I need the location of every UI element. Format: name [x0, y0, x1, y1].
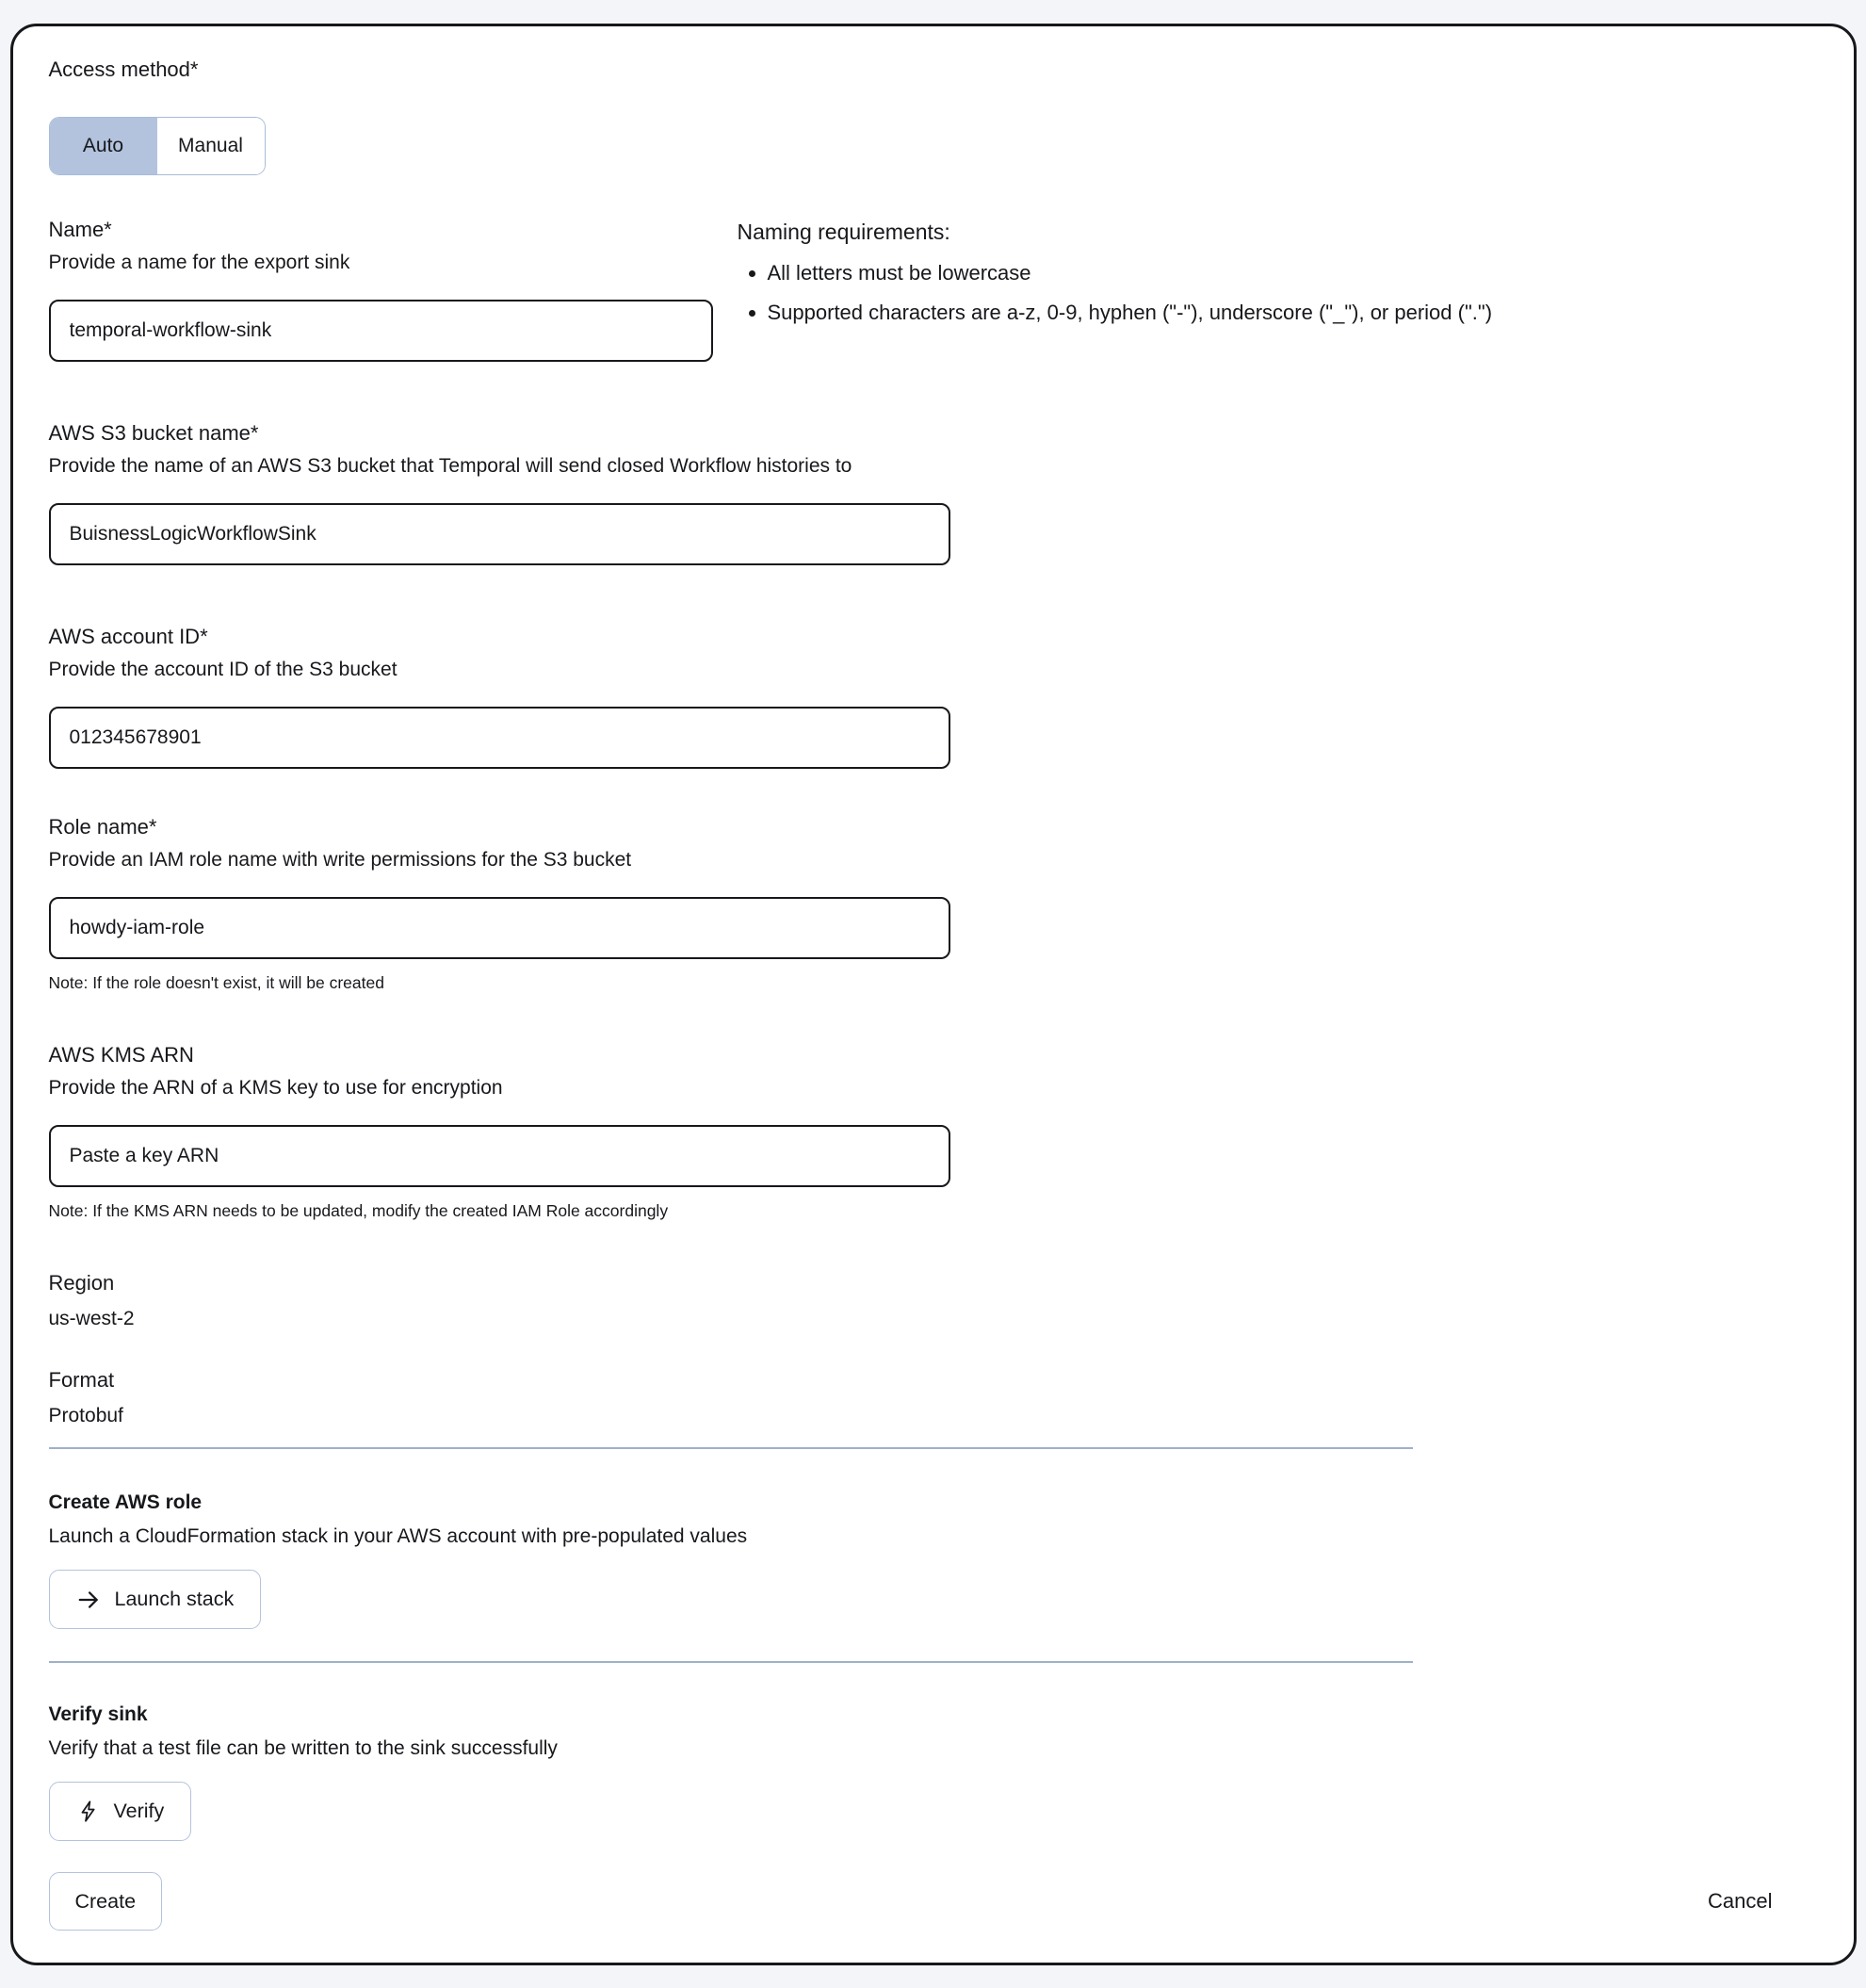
create-role-section [49, 1491, 1812, 1629]
section-divider [49, 1661, 1413, 1663]
naming-requirement-item: • All letters must be lowercase [768, 259, 1614, 287]
lightning-bolt-icon [76, 1800, 100, 1823]
region-label: Region [48, 1271, 115, 1295]
format-label: Format [48, 1368, 115, 1392]
role-name-field [49, 814, 1812, 993]
role-name-note: Note: If the role doesn't exist, it will be created [48, 973, 384, 992]
account-id-field [49, 624, 1812, 769]
region-value: us-west-2 [48, 1308, 135, 1329]
access-method-label: Access method* [48, 57, 199, 81]
bucket-description: Provide the name of an AWS S3 bucket that Temporal will send closed Workflow histories to [48, 455, 852, 477]
launch-stack-button[interactable] [49, 1570, 262, 1629]
create-role-title: Create AWS role [48, 1491, 203, 1513]
verify-sink-description: Verify that a test file can be written to the sink successfully [48, 1737, 558, 1759]
create-button[interactable]: Create [49, 1872, 163, 1931]
footer-actions [49, 1872, 1812, 1931]
access-method-option-auto[interactable]: Auto [50, 118, 157, 174]
name-row [49, 217, 1812, 362]
section-divider [49, 1447, 1413, 1449]
role-name-description: Provide an IAM role name with write permissions for the S3 bucket [48, 849, 632, 871]
name-description: Provide a name for the export sink [48, 252, 350, 273]
format-value: Protobuf [48, 1405, 123, 1426]
verify-button[interactable] [49, 1782, 192, 1841]
naming-requirement-item: • Supported characters are a-z, 0-9, hyphen ("-"), underscore ("_"), or period (".") [768, 299, 1614, 327]
kms-arn-note: Note: If the KMS ARN needs to be updated, modify the created IAM Role accordingly [48, 1201, 669, 1220]
name-input[interactable] [49, 300, 713, 362]
verify-sink-section [49, 1703, 1812, 1841]
format-field [49, 1367, 1812, 1428]
role-name-input[interactable] [49, 897, 950, 959]
export-sink-form-panel [10, 24, 1857, 1965]
name-field [49, 217, 713, 362]
create-role-description: Launch a CloudFormation stack in your AWS account with pre-populated values [48, 1525, 748, 1547]
kms-arn-description: Provide the ARN of a KMS key to use for encryption [48, 1077, 503, 1099]
account-id-description: Provide the account ID of the S3 bucket [48, 659, 398, 680]
verify-button-label: Verify [113, 1800, 165, 1822]
bucket-input[interactable] [49, 503, 950, 565]
arrow-right-icon [76, 1588, 101, 1612]
kms-arn-label: AWS KMS ARN [48, 1043, 194, 1067]
naming-requirements-list [738, 259, 1614, 327]
bucket-field [49, 420, 1812, 565]
access-method-option-manual[interactable]: Manual [157, 118, 265, 174]
region-field [49, 1270, 1812, 1331]
naming-requirements-title: Naming requirements: [737, 220, 950, 244]
account-id-label: AWS account ID* [48, 625, 208, 648]
cancel-button[interactable]: Cancel [1704, 1882, 1776, 1921]
launch-stack-button-label: Launch stack [114, 1588, 235, 1610]
name-label: Name* [48, 218, 112, 241]
role-name-label: Role name* [48, 815, 157, 839]
naming-requirements [738, 217, 1614, 338]
verify-sink-title: Verify sink [48, 1703, 148, 1725]
access-method-field [49, 57, 1812, 175]
access-method-toggle [49, 117, 266, 175]
account-id-input[interactable] [49, 707, 950, 769]
bucket-label: AWS S3 bucket name* [48, 421, 259, 445]
kms-arn-field [49, 1042, 1812, 1221]
kms-arn-input[interactable] [49, 1125, 950, 1187]
